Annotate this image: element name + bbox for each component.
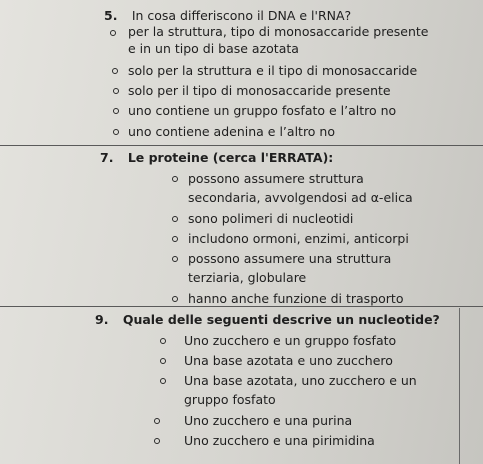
q9-option-3-line1: Una base azotata, uno zucchero e un bbox=[184, 373, 417, 388]
q9-option-5-line1: Uno zucchero e una pirimidina bbox=[184, 433, 375, 448]
right-border-line bbox=[459, 308, 460, 464]
question-7-number: 7. bbox=[100, 150, 114, 165]
q9-option-3-line2: gruppo fosfato bbox=[184, 392, 276, 407]
q7-option-3-line1: includono ormoni, enzimi, anticorpi bbox=[188, 231, 409, 246]
question-9-text: Quale delle seguenti descrive un nucleotide? bbox=[122, 312, 440, 327]
q7-option-5-radio-icon[interactable] bbox=[172, 296, 178, 302]
question-7-title bbox=[100, 150, 333, 165]
q5-option-4-radio-icon[interactable] bbox=[113, 108, 119, 114]
q5-option-1-line2: e in un tipo di base azotata bbox=[128, 41, 299, 56]
q9-option-1-line1: Uno zucchero e un gruppo fosfato bbox=[184, 333, 397, 348]
question-5-title bbox=[104, 8, 351, 23]
q7-option-2-line1: sono polimeri di nucleotidi bbox=[188, 211, 354, 226]
q7-option-2-radio-icon[interactable] bbox=[172, 216, 178, 222]
q7-option-1-line1: possono assumere struttura bbox=[188, 171, 364, 186]
q5-option-2-line1: solo per la struttura e il tipo di monosaccaride bbox=[128, 63, 418, 78]
q7-option-4-line2: terziaria, globulare bbox=[188, 270, 307, 285]
q5-option-3-line1: solo per il tipo di monosaccaride presente bbox=[128, 83, 391, 98]
q9-option-2-radio-icon[interactable] bbox=[160, 358, 166, 364]
q5-option-2-radio-icon[interactable] bbox=[112, 68, 118, 74]
question-7-text: Le proteine (cerca l'ERRATA): bbox=[127, 150, 334, 165]
q7-option-1-line2: secondaria, avvolgendosi ad α-elica bbox=[188, 190, 413, 205]
q9-option-4-line1: Uno zucchero e una purina bbox=[184, 413, 353, 428]
q9-option-3-radio-icon[interactable] bbox=[160, 378, 166, 384]
q5-option-5-line1: uno contiene adenina e l’altro no bbox=[128, 124, 335, 139]
divider-q5-q7 bbox=[0, 145, 483, 146]
q5-option-4-line1: uno contiene un gruppo fosfato e l’altro no bbox=[128, 103, 397, 118]
q7-option-4-line1: possono assumere una struttura bbox=[188, 251, 392, 266]
q9-option-5-radio-icon[interactable] bbox=[154, 438, 160, 444]
question-9-title bbox=[95, 312, 440, 327]
q7-option-3-radio-icon[interactable] bbox=[172, 236, 178, 242]
q7-option-5-line1: hanno anche funzione di trasporto bbox=[188, 291, 404, 306]
q7-option-4-radio-icon[interactable] bbox=[172, 256, 178, 262]
q5-option-1-line1: per la struttura, tipo di monosaccaride presente bbox=[128, 24, 429, 39]
q5-option-3-radio-icon[interactable] bbox=[113, 88, 119, 94]
divider-q7-q9 bbox=[0, 306, 483, 307]
q7-option-1-radio-icon[interactable] bbox=[172, 176, 178, 182]
question-5-number: 5. bbox=[104, 8, 118, 23]
q5-option-1-radio-icon[interactable] bbox=[110, 30, 116, 36]
question-9-number: 9. bbox=[95, 312, 109, 327]
q9-option-4-radio-icon[interactable] bbox=[154, 418, 160, 424]
q9-option-2-line1: Una base azotata e uno zucchero bbox=[184, 353, 393, 368]
question-5-text: In cosa differiscono il DNA e l'RNA? bbox=[131, 8, 352, 23]
q9-option-1-radio-icon[interactable] bbox=[160, 338, 166, 344]
q5-option-5-radio-icon[interactable] bbox=[113, 129, 119, 135]
